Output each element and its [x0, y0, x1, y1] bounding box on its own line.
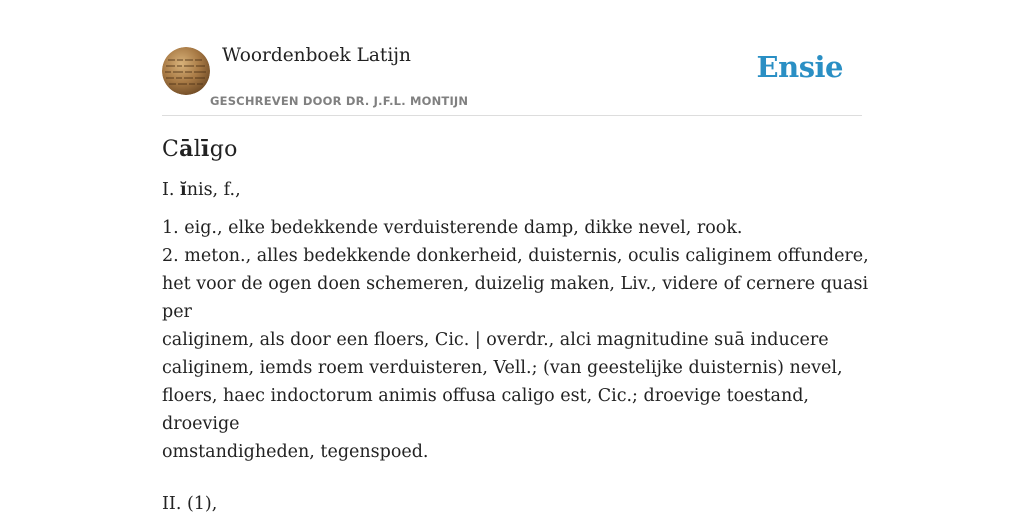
definition-line: omstandigheden, tegenspoed. [162, 442, 429, 462]
headword-part: ā [179, 136, 194, 162]
headword-part: ī [201, 136, 210, 162]
logo-icon[interactable] [162, 47, 210, 95]
definition-line: floers, haec indoctorum animis offusa caligo est, Cic.; droevige toestand, droevige [162, 386, 809, 434]
author-byline: GESCHREVEN DOOR DR. J.F.L. MONTIJN [210, 94, 469, 108]
section-label-1 [162, 180, 872, 200]
definition-line: caliginem, als door een floers, Cic. | overdr., alci magnitudine suā inducere [162, 330, 829, 350]
book-title[interactable]: Woordenboek Latijn [222, 45, 411, 66]
headword-part: C [162, 137, 180, 162]
definition-line: caliginem, iemds roem verduisteren, Vell.; (van geestelijke duisternis) nevel, [162, 358, 843, 378]
section-label-rest: nis, f., [186, 180, 241, 200]
headword [162, 136, 872, 162]
dictionary-entry [162, 136, 872, 512]
section-label-bold: ĭ [180, 180, 187, 200]
ensie-logo-link[interactable]: Ensie [756, 50, 843, 84]
header [162, 40, 862, 116]
definition-line: 1. eig., elke bedekkende verduisterende damp, dikke nevel, rook. [162, 218, 743, 238]
section-label-2: II. (1), [162, 494, 218, 512]
headword-part: l [193, 137, 202, 162]
headword-part: go [209, 137, 238, 162]
section-label-prefix: I. [162, 180, 181, 200]
definition-line: 2. meton., alles bedekkende donkerheid, duisternis, oculis caliginem offundere, [162, 246, 869, 266]
definition-line: het voor de ogen doen schemeren, duizelig maken, Liv., videre of cernere quasi per [162, 274, 869, 322]
definition-text [162, 214, 872, 466]
